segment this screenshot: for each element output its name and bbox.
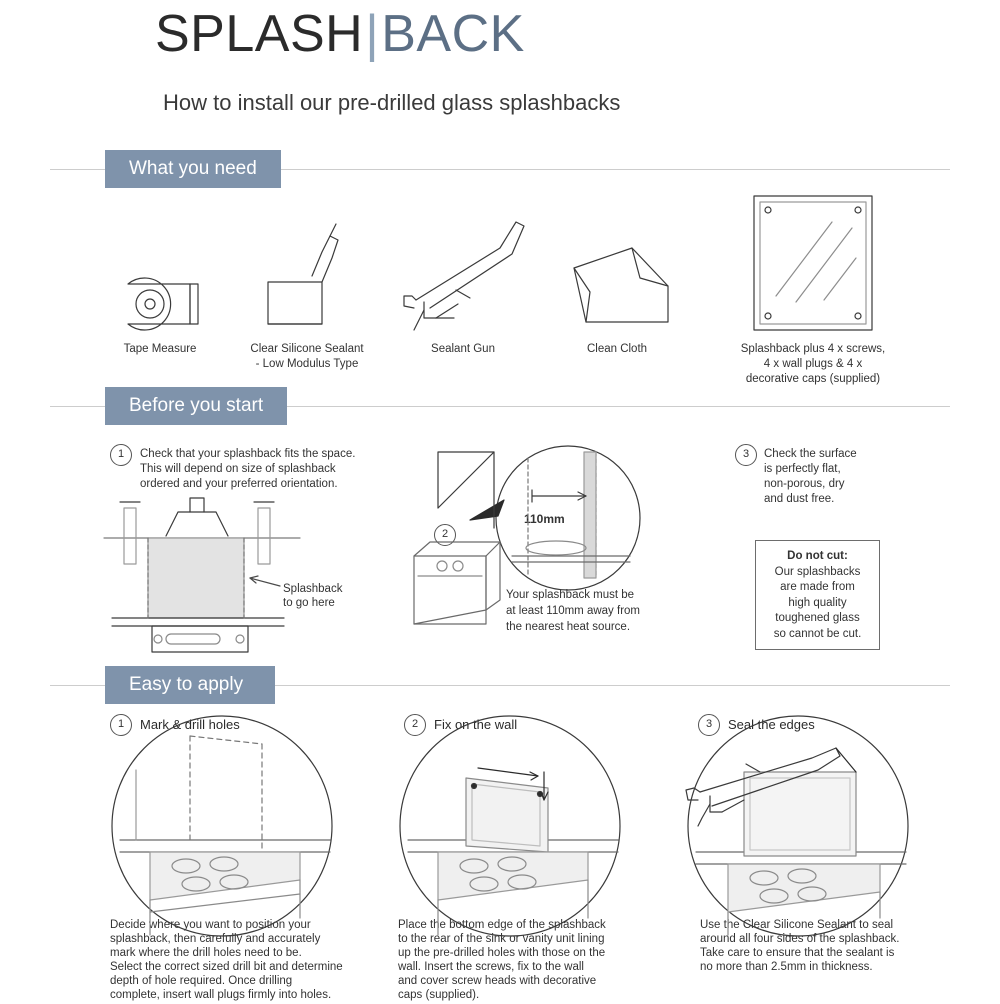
before-callout-line1: Splashback	[283, 583, 343, 595]
before-step-2-number: 2	[434, 524, 456, 546]
before-step-2-line2: at least 110mm away from	[506, 605, 641, 617]
apply-step-1-line6: complete, insert wall plugs firmly into holes.	[110, 989, 332, 1001]
page-subtitle: How to install our pre-drilled glass splashbacks	[163, 90, 621, 115]
tool-label-kit-line1: Splashback plus 4 x screws,	[740, 343, 886, 355]
apply-step-1-line4: Select the correct sized drill bit and determine	[110, 961, 343, 973]
before-step-1-line1: Check that your splashback fits the space.	[140, 448, 356, 460]
apply-step-1-line5: depth of hole required. Once drilling	[110, 975, 293, 987]
apply-step-1-line1: Decide where you want to position your	[110, 919, 311, 931]
do-not-cut-line3: high quality	[788, 596, 847, 609]
apply-step-2-line1: Place the bottom edge of the splashback	[398, 919, 606, 931]
tool-label-kit-line2: 4 x wall plugs & 4 x	[763, 358, 863, 370]
before-measure-label: 110mm	[524, 512, 565, 526]
brand-back: BACK	[381, 5, 525, 63]
tool-label-silicone-sealant-line1: Clear Silicone Sealant	[250, 343, 364, 355]
apply-step-3-line1: Use the Clear Silicone Sealant to seal	[700, 919, 894, 931]
before-step-3-line3: non-porous, dry	[764, 478, 845, 490]
apply-step-3-line2: around all four sides of the splashback.	[700, 933, 900, 945]
clean-cloth-icon	[574, 248, 668, 322]
before-step-3-line2: is perfectly flat,	[764, 463, 841, 475]
do-not-cut-title: Do not cut:	[787, 550, 848, 562]
do-not-cut-line1: Our splashbacks	[774, 565, 861, 578]
before-step-2-line3: the nearest heat source.	[506, 621, 631, 633]
tape-measure-icon	[128, 278, 198, 330]
section-header-before-you-start	[50, 387, 950, 425]
section-title-easy-to-apply: Easy to apply	[105, 666, 275, 704]
sealant-gun-icon	[404, 222, 524, 330]
apply-step-3-number: 3	[698, 714, 720, 736]
tool-label-sealant-gun: Sealant Gun	[431, 343, 495, 355]
apply-step-2-title: Fix on the wall	[434, 717, 518, 732]
apply-step-2-line4: wall. Insert the screws, fix to the wall	[398, 961, 584, 973]
apply-step-2-line2: to the rear of the sink or vanity unit lining	[398, 933, 605, 945]
apply-step-2-line6: caps (supplied).	[398, 989, 480, 1001]
section-header-easy-to-apply	[50, 666, 950, 704]
apply-step-1-line2: splashback, then carefully and accurately	[110, 933, 321, 945]
do-not-cut-line2: are made from	[780, 581, 855, 593]
before-step-2-line1: Your splashback must be	[506, 589, 635, 601]
tool-label-kit-line3: decorative caps (supplied)	[745, 373, 881, 385]
before-step-3-line4: and dust free.	[764, 493, 835, 505]
kitchen-elevation-drawing	[104, 498, 300, 652]
apply-step-2-number: 2	[404, 714, 426, 736]
tool-label-silicone-sealant-line2: - Low Modulus Type	[255, 358, 359, 370]
apply-step-2-illustration	[400, 716, 620, 936]
brand-splash: SPLASH	[155, 5, 364, 63]
apply-step-1-title: Mark & drill holes	[140, 717, 240, 732]
brand-logo	[155, 5, 525, 63]
apply-step-3-title: Seal the edges	[728, 717, 815, 732]
apply-step-1-line3: mark where the drill holes need to be.	[110, 947, 302, 959]
apply-step-1-number: 1	[110, 714, 132, 736]
silicone-sealant-icon	[268, 224, 338, 324]
apply-step-2-line3: up the pre-drilled holes with those on the	[398, 947, 606, 959]
before-step-1-line2: This will depend on size of splashback	[140, 463, 336, 475]
before-step-3-line1: Check the surface	[764, 448, 857, 460]
apply-step-2-line5: and cover screw heads with decorative	[398, 975, 597, 987]
apply-step-3-illustration	[686, 716, 908, 936]
splashback-panel-icon	[754, 196, 872, 330]
before-step-3-number: 3	[735, 444, 757, 466]
do-not-cut-note	[755, 540, 880, 650]
section-header-what-you-need	[50, 150, 950, 188]
do-not-cut-line4: toughened glass	[775, 612, 860, 624]
do-not-cut-line5: so cannot be cut.	[773, 627, 862, 640]
section-title-before-you-start: Before you start	[105, 387, 287, 425]
brand-divider: |	[365, 5, 380, 63]
apply-step-3-line4: no more than 2.5mm in thickness.	[700, 961, 873, 973]
section-title-what-you-need: What you need	[105, 150, 281, 188]
before-step-1-line3: ordered and your preferred orientation.	[140, 478, 338, 490]
before-callout-line2: to go here	[283, 597, 335, 609]
before-step-1-number: 1	[110, 444, 132, 466]
tool-label-clean-cloth: Clean Cloth	[586, 343, 648, 355]
apply-step-3-line3: Take care to ensure that the sealant is	[700, 947, 895, 959]
apply-step-1-illustration	[112, 716, 332, 936]
tool-label-tape-measure: Tape Measure	[123, 343, 197, 355]
